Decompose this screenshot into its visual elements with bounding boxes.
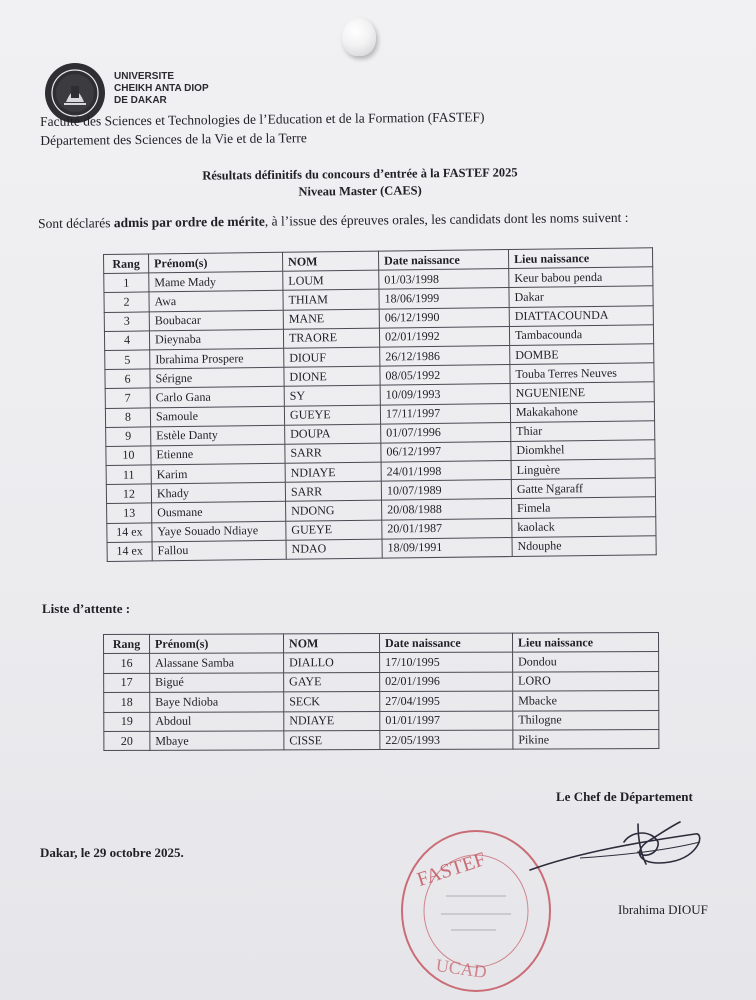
admitted-header-cell: NOM — [282, 251, 378, 271]
table-cell: Dieynaba — [149, 329, 283, 350]
table-cell: 06/12/1997 — [381, 441, 511, 462]
table-cell: 19 — [104, 712, 150, 732]
table-cell: DOMBE — [510, 344, 654, 365]
table-row — [104, 710, 659, 731]
table-cell: 01/07/1996 — [381, 422, 511, 443]
table-cell: 18 — [104, 693, 150, 713]
table-cell: Mbacke — [513, 691, 659, 711]
table-cell: Makakahone — [510, 401, 654, 422]
table-cell: 10 — [106, 446, 151, 466]
table-cell: 02/01/1992 — [379, 326, 509, 347]
title-line-1: Résultats définitifs du concours d’entrée à la FASTEF 2025 — [202, 165, 518, 183]
university-name — [114, 71, 209, 107]
intro-after: , à l’issue des épreuves orales, les candidats dont les noms suivent : — [264, 209, 629, 229]
admitted-header-cell: Date naissance — [378, 250, 508, 271]
admitted-table — [103, 247, 657, 562]
table-cell: SY — [284, 385, 380, 405]
table-cell: SARR — [285, 443, 381, 463]
table-cell: Alassane Samba — [150, 653, 284, 673]
table-cell: 06/12/1990 — [379, 307, 509, 328]
table-cell: Awa — [149, 291, 283, 312]
table-cell: 20/08/1988 — [382, 499, 512, 520]
table-cell: 01/03/1998 — [379, 269, 509, 290]
table-cell: 20/01/1987 — [382, 518, 512, 539]
table-cell: Mbaye — [150, 731, 284, 751]
table-cell: 8 — [105, 407, 150, 427]
table-cell: DIONE — [284, 366, 380, 386]
table-cell: 27/04/1995 — [380, 691, 513, 711]
table-row — [104, 652, 659, 673]
table-cell: Samoule — [150, 406, 284, 427]
table-cell: Karim — [151, 463, 285, 484]
table-cell: 5 — [105, 350, 150, 370]
waitlist-header-row — [104, 633, 659, 654]
table-cell: 16 — [104, 654, 150, 674]
table-cell: LORO — [513, 671, 659, 691]
university-line-3: DE DAKAR — [114, 95, 167, 106]
table-cell: Keur babou penda — [509, 267, 653, 288]
table-row — [104, 671, 659, 692]
university-line-1: UNIVERSITE — [114, 71, 175, 82]
intro-bold: admis par ordre de mérite — [113, 213, 265, 231]
stamp-top-text: FASTEF — [414, 848, 489, 891]
waitlist-header-cell: Prénom(s) — [150, 634, 284, 654]
table-cell: 4 — [104, 331, 149, 351]
table-cell: Ibrahima Prospere — [150, 348, 284, 369]
waitlist-header-cell: Rang — [104, 634, 150, 654]
table-cell: Dondou — [513, 652, 659, 672]
table-cell: MANE — [283, 309, 379, 329]
table-cell: SECK — [284, 692, 380, 712]
table-cell: CISSE — [284, 730, 380, 750]
table-cell: 22/05/1993 — [380, 730, 513, 750]
table-cell: 14 ex — [107, 542, 152, 562]
table-cell: GUEYE — [284, 405, 380, 425]
pushpin — [342, 18, 376, 56]
table-cell: Estèle Danty — [151, 425, 285, 446]
table-cell: NDIAYE — [285, 462, 381, 482]
table-cell: GAYE — [284, 672, 380, 692]
waitlist-title: Liste d’attente : — [42, 601, 131, 616]
table-cell: Sérigne — [150, 367, 284, 388]
table-cell: Bigué — [150, 673, 284, 693]
table-cell: Baye Ndioba — [150, 692, 284, 712]
waitlist-header-cell: Lieu naissance — [512, 633, 658, 653]
table-cell: Linguère — [511, 459, 655, 480]
table-cell: 17/10/1995 — [380, 652, 513, 672]
table-cell: Touba Terres Neuves — [510, 363, 654, 384]
table-row — [104, 730, 659, 751]
table-cell: Tambacounda — [509, 325, 653, 346]
table-cell: THIAM — [283, 290, 379, 310]
table-cell: Carlo Gana — [150, 387, 284, 408]
table-cell: DOUPA — [285, 424, 381, 444]
document-date: Dakar, le 29 octobre 2025. — [40, 845, 184, 860]
faculty-block — [40, 107, 485, 150]
table-cell: DIATTACOUNDA — [509, 305, 653, 326]
table-cell: 14 ex — [107, 523, 152, 543]
table-cell: DIALLO — [284, 653, 380, 673]
table-cell: 2 — [104, 292, 149, 312]
table-cell: Fimela — [512, 497, 656, 518]
waitlist-header-cell: Date naissance — [380, 633, 513, 653]
table-cell: Ousmane — [152, 502, 286, 523]
table-cell: Gatte Ngaraff — [511, 478, 655, 499]
stamp-bottom-text: UCAD — [434, 955, 489, 982]
table-cell: DIOUF — [284, 347, 380, 367]
table-cell: GUEYE — [286, 520, 382, 540]
table-cell: NDAO — [286, 539, 382, 559]
table-cell: Fallou — [152, 540, 286, 561]
table-cell: 11 — [106, 465, 151, 485]
admitted-header-cell: Lieu naissance — [508, 248, 652, 269]
table-cell: Diomkhel — [511, 440, 655, 461]
university-line-2: CHEIKH ANTA DIOP — [114, 83, 209, 94]
table-cell: 26/12/1986 — [380, 345, 510, 366]
table-cell: 02/01/1996 — [380, 672, 513, 692]
waitlist-rows — [104, 652, 659, 751]
table-cell: 10/07/1989 — [381, 480, 511, 501]
table-cell: kaolack — [512, 516, 656, 537]
title-line-2: Niveau Master (CAES) — [298, 183, 422, 199]
table-cell: Ndouphe — [512, 536, 656, 557]
table-cell: Boubacar — [149, 310, 283, 331]
faculty-name: Faculté des Sciences et Technologies de l’Education et de la Formation (FASTEF) — [40, 109, 485, 129]
table-cell: Thilogne — [513, 710, 659, 730]
table-cell: Abdoul — [150, 711, 284, 731]
table-cell: Dakar — [509, 286, 653, 307]
waitlist-header-cell: NOM — [284, 634, 380, 654]
intro-paragraph — [38, 210, 629, 232]
table-cell: TRAORE — [283, 328, 379, 348]
table-cell: 24/01/1998 — [381, 461, 511, 482]
table-cell: 01/01/1997 — [380, 711, 513, 731]
table-cell: 17/11/1997 — [380, 403, 510, 424]
table-cell: 17 — [104, 673, 150, 693]
intro-before: Sont déclarés — [38, 215, 114, 231]
department-name: Département des Sciences de la Vie et de la Terre — [40, 130, 307, 148]
table-cell: Pikine — [513, 730, 659, 750]
table-cell: Khady — [151, 483, 285, 504]
signature-icon — [520, 812, 710, 882]
table-cell: 7 — [105, 388, 150, 408]
table-cell: 18/09/1991 — [382, 537, 512, 558]
table-cell: 20 — [104, 731, 150, 751]
table-cell: LOUM — [283, 270, 379, 290]
table-cell: 6 — [105, 369, 150, 389]
table-cell: 08/05/1992 — [380, 365, 510, 386]
table-cell: Etienne — [151, 444, 285, 465]
table-cell: NDONG — [286, 501, 382, 521]
table-row — [104, 691, 659, 712]
table-cell: 3 — [104, 312, 149, 332]
admitted-header-cell: Prénom(s) — [149, 252, 283, 273]
table-cell: Yaye Souado Ndiaye — [152, 521, 286, 542]
table-cell: NDIAYE — [284, 711, 380, 731]
table-cell: 12 — [106, 484, 151, 504]
chef-title: Le Chef de Département — [556, 789, 693, 804]
admitted-rows — [104, 267, 656, 561]
table-cell: Mame Mady — [149, 271, 283, 292]
table-cell: 18/06/1999 — [379, 288, 509, 309]
table-cell: 9 — [106, 427, 151, 447]
table-cell: SARR — [285, 481, 381, 501]
table-cell: Thiar — [511, 420, 655, 441]
signatory-name: Ibrahima DIOUF — [618, 902, 708, 917]
admitted-header-cell: Rang — [104, 254, 149, 274]
document-title — [150, 164, 570, 202]
table-cell: 13 — [107, 503, 152, 523]
table-cell: 1 — [104, 273, 149, 293]
waitlist-table — [103, 632, 659, 751]
table-cell: 10/09/1993 — [380, 384, 510, 405]
table-cell: NGUENIENE — [510, 382, 654, 403]
